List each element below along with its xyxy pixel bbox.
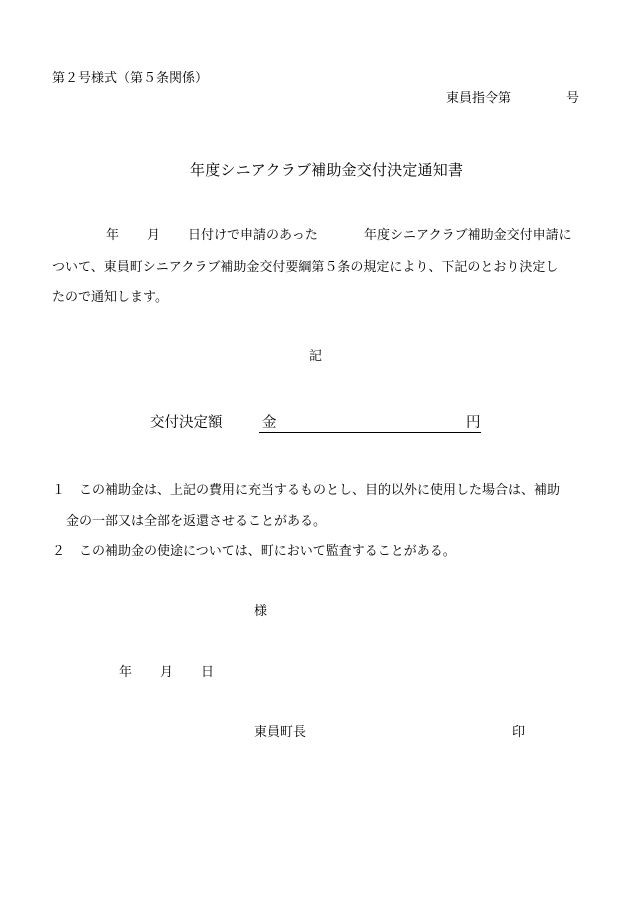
order-number-suffix: 号 (566, 91, 580, 106)
amount-prefix: 金 (262, 415, 277, 431)
addressee-suffix: 様 (254, 604, 268, 619)
issuer-name: 東員町長 (254, 725, 307, 740)
body-year: 年 (106, 228, 120, 243)
date-month: 月 (160, 665, 174, 680)
body-line1-rest: 年度シニアクラブ補助金交付申請に (364, 228, 572, 243)
ki-heading: 記 (309, 349, 323, 364)
amount-underline (259, 432, 481, 433)
note-number: ２ (52, 544, 66, 559)
note-item-1 (52, 484, 560, 497)
amount-suffix: 円 (466, 415, 481, 431)
form-label: 第２号様式（第５条関係） (52, 71, 209, 86)
amount-label: 交付決定額 (150, 415, 223, 431)
body-day-text: 日付けで申請のあった (188, 228, 318, 243)
note-text: この補助金は、上記の費用に充当するものとし、目的以外に使用した場合は、補助 (79, 483, 561, 498)
body-month: 月 (147, 228, 161, 243)
date-year: 年 (119, 665, 133, 680)
note-number: １ (52, 483, 66, 498)
note-item-2 (52, 545, 456, 558)
body-line2: ついて、東員町シニアクラブ補助金交付要綱第５条の規定により、下記のとおり決定し (52, 260, 559, 275)
note-text: この補助金の使途については、町において監査することがある。 (79, 544, 456, 559)
body-line3: たので通知します。 (52, 290, 168, 305)
document-title: 年度シニアクラブ補助金交付決定通知書 (190, 161, 464, 179)
date-day: 日 (201, 665, 215, 680)
note-item-1-continuation: 金の一部又は全部を返還させることがある。 (66, 514, 327, 529)
seal-mark: 印 (512, 725, 526, 740)
order-number-prefix: 東員指令第 (446, 91, 512, 106)
